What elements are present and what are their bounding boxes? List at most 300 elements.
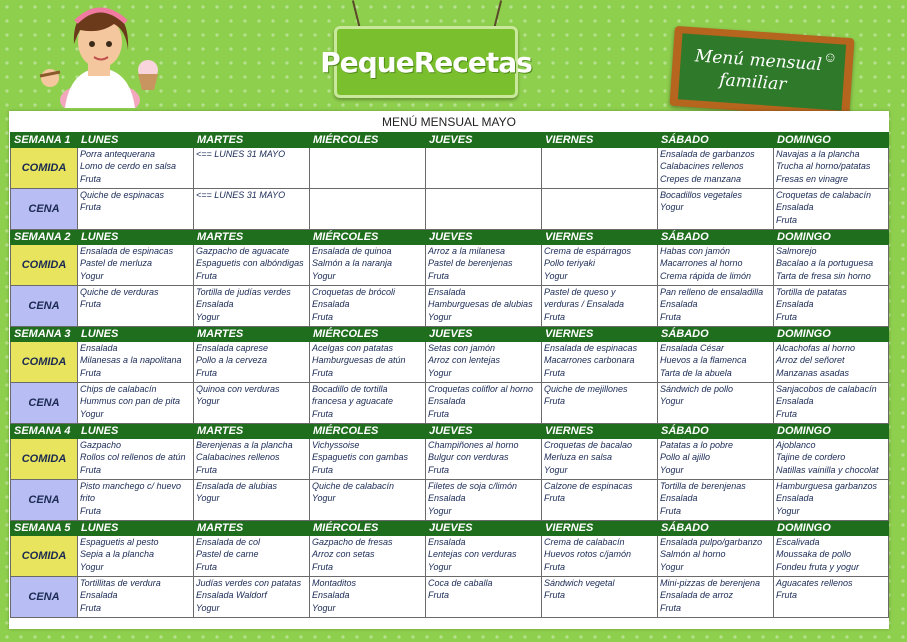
dish-text: Natillas vainilla y chocolat [776, 464, 879, 475]
meal-cell[interactable] [194, 536, 310, 577]
meal-cell[interactable] [658, 439, 774, 480]
meal-cell[interactable] [310, 342, 426, 383]
dish-text: <== LUNES 31 MAYO [196, 149, 286, 159]
meal-cell[interactable] [774, 383, 889, 424]
dish-text: Hamburguesa garbanzos [776, 481, 878, 491]
dish-text: Fruta [312, 367, 334, 378]
day-header: LUNES [78, 230, 194, 245]
board-line-2: familiar [718, 70, 787, 95]
dish-text: Fruta [776, 214, 798, 225]
dish-text: Yogur [660, 202, 684, 213]
dish-text: Judías verdes con patatas [196, 578, 302, 588]
table-title: MENÚ MENSUAL MAYO [381, 115, 516, 129]
dish-text: Fruta [660, 505, 682, 516]
dish-text: Merluza en salsa [544, 452, 613, 463]
meal-cell[interactable] [658, 536, 774, 577]
week-label: SEMANA 4 [11, 424, 78, 439]
meal-cell[interactable] [310, 286, 426, 327]
dish-text: Ensalada [428, 493, 466, 504]
dish-text: Pollo al ajillo [660, 452, 711, 463]
dish-text: Fruta [544, 493, 566, 504]
dish-text: Hamburguesas de atún [312, 355, 406, 366]
meal-cell[interactable] [658, 245, 774, 286]
dish-text: Ensalada de col [196, 537, 261, 547]
dish-text: Ensalada de espinacas [80, 246, 174, 256]
cena-label: CENA [11, 383, 78, 424]
dish-text: Tortilla de patatas [776, 287, 847, 297]
meal-cell[interactable] [658, 342, 774, 383]
day-header: VIERNES [542, 327, 658, 342]
meal-cell[interactable] [310, 383, 426, 424]
dish-text: Ensalada [776, 299, 814, 310]
meal-cell[interactable] [194, 189, 310, 230]
dish-text: Crepes de manzana [660, 173, 742, 184]
dish-text: Quiche de verduras [80, 287, 159, 297]
meal-cell[interactable] [426, 245, 542, 286]
dish-text: Fruta [428, 270, 450, 281]
dish-text: Yogur [660, 561, 684, 572]
dish-text: Croquetas coliflor al horno [428, 384, 534, 394]
meal-cell[interactable] [658, 577, 774, 618]
dish-text: Navajas a la plancha [776, 149, 860, 159]
dish-text: Yogur [660, 396, 684, 407]
dish-text: Ensalada [660, 493, 698, 504]
meal-cell[interactable] [78, 577, 194, 618]
dish-text: Pollo a la cerveza [196, 355, 268, 366]
meal-cell[interactable] [774, 536, 889, 577]
meal-cell[interactable] [310, 577, 426, 618]
dish-text: Fruta [312, 408, 334, 419]
dish-text: Yogur [312, 493, 336, 504]
meal-cell[interactable] [426, 383, 542, 424]
dish-text: Fruta [80, 464, 102, 475]
dish-text: Yogur [196, 602, 220, 613]
dish-text: Fruta [80, 299, 102, 310]
dish-text: Fruta [80, 202, 102, 213]
dish-text: Ensalada Waldorf [196, 590, 267, 601]
dish-text: Pisto manchego c/ huevo [80, 481, 182, 491]
dish-text: Setas con jamón [428, 343, 496, 353]
dish-text: Bocadillos vegetales [660, 190, 743, 200]
dish-text: Ensalada [776, 493, 814, 504]
comida-label: COMIDA [11, 245, 78, 286]
day-header: MIÉRCOLES [310, 327, 426, 342]
dish-text: Ensalada caprese [196, 343, 269, 353]
dish-text: Chips de calabacín [80, 384, 157, 394]
dish-text: Ensalada [312, 299, 350, 310]
dish-text: Escalivada [776, 537, 820, 547]
week-label: SEMANA 2 [11, 230, 78, 245]
dish-text: Acelgas con patatas [312, 343, 394, 353]
meal-cell[interactable] [78, 148, 194, 189]
cena-label: CENA [11, 577, 78, 618]
dish-text: Crema de calabacín [544, 537, 625, 547]
day-header: JUEVES [426, 327, 542, 342]
dish-text: Tortilla de berenjenas [660, 481, 746, 491]
dish-text: Arroz del señoret [776, 355, 845, 366]
day-header: VIERNES [542, 133, 658, 148]
dish-text: Yogur [80, 270, 104, 281]
logo[interactable] [320, 26, 532, 98]
meal-cell[interactable] [194, 342, 310, 383]
dish-text: Quinoa con verduras [196, 384, 280, 394]
meal-cell[interactable] [542, 480, 658, 521]
dish-text: Gazpacho [80, 440, 122, 450]
meal-cell[interactable] [658, 383, 774, 424]
dish-text: Fruta [776, 590, 798, 601]
dish-text: Rollos col rellenos de atún [80, 452, 186, 463]
dish-text: Calzone de espinacas [544, 481, 633, 491]
day-header: JUEVES [426, 230, 542, 245]
dish-text: Yogur [544, 464, 568, 475]
dish-text: Quiche de espinacas [80, 190, 165, 200]
dish-text: Porra antequerana [80, 149, 156, 159]
meal-cell[interactable] [78, 342, 194, 383]
dish-text: Tortillitas de verdura [80, 578, 161, 588]
comida-row [11, 148, 889, 189]
dish-text: Yogur [312, 602, 336, 613]
comida-row [11, 536, 889, 577]
week-header-row [11, 133, 889, 148]
meal-cell[interactable] [542, 383, 658, 424]
dish-text: Fruta [428, 590, 450, 601]
meal-cell[interactable] [194, 577, 310, 618]
week-header-row [11, 424, 889, 439]
dish-text: Tajine de cordero [776, 452, 846, 463]
dish-text: Tarta de fresa sin horno [776, 270, 871, 281]
day-header: JUEVES [426, 133, 542, 148]
dish-text: Yogur [196, 396, 220, 407]
dish-text: Arroz a la milanesa [428, 246, 506, 256]
dish-text: <== LUNES 31 MAYO [196, 190, 286, 200]
meal-cell[interactable] [194, 286, 310, 327]
meal-cell[interactable] [542, 536, 658, 577]
dish-text: Patatas a lo pobre [660, 440, 734, 450]
day-header: LUNES [78, 133, 194, 148]
chef-girl-avatar [30, 0, 160, 108]
dish-text: Moussaka de pollo [776, 549, 852, 560]
dish-text: Ensalada [660, 299, 698, 310]
dish-text: Ensalada [776, 202, 814, 213]
dish-text: Arroz con lentejas [428, 355, 501, 366]
cena-label: CENA [11, 189, 78, 230]
meal-cell[interactable] [658, 189, 774, 230]
dish-text: verduras / Ensalada [544, 299, 625, 310]
comida-label: COMIDA [11, 148, 78, 189]
dish-text: Croquetas de calabacín [776, 190, 872, 200]
day-header: VIERNES [542, 424, 658, 439]
dish-text: Fruta [544, 590, 566, 601]
comida-row [11, 245, 889, 286]
dish-text: Sepia a la plancha [80, 549, 155, 560]
dish-text: Fruta [312, 464, 334, 475]
dish-text: Ensalada [196, 299, 234, 310]
meal-cell[interactable] [310, 189, 426, 230]
day-header: VIERNES [542, 230, 658, 245]
dish-text: Ensalada de arroz [660, 590, 734, 601]
day-header: MIÉRCOLES [310, 133, 426, 148]
meal-cell[interactable] [426, 342, 542, 383]
dish-text: Bacalao a la portuguesa [776, 258, 874, 269]
meal-cell[interactable] [426, 439, 542, 480]
dish-text: Coca de caballa [428, 578, 493, 588]
meal-cell[interactable] [542, 148, 658, 189]
meal-cell[interactable] [774, 480, 889, 521]
meal-cell[interactable] [194, 148, 310, 189]
meal-cell[interactable] [194, 383, 310, 424]
meal-cell[interactable] [426, 577, 542, 618]
cena-label: CENA [11, 480, 78, 521]
meal-cell[interactable] [774, 148, 889, 189]
day-header: MARTES [194, 327, 310, 342]
meal-cell[interactable] [194, 439, 310, 480]
dish-text: Fruta [544, 561, 566, 572]
meal-cell[interactable] [426, 536, 542, 577]
dish-text: Pollo teriyaki [544, 258, 596, 269]
day-header: SÁBADO [658, 133, 774, 148]
dish-text: Yogur [80, 561, 104, 572]
dish-text: Ajoblanco [776, 440, 816, 450]
dish-text: Bocadillo de tortilla [312, 384, 388, 394]
dish-text: Filetes de soja c/limón [428, 481, 518, 491]
meal-cell[interactable] [658, 286, 774, 327]
dish-text: Yogur [428, 561, 452, 572]
dish-text: Yogur [660, 464, 684, 475]
dish-text: Ensalada [428, 287, 466, 297]
meal-cell[interactable] [542, 245, 658, 286]
meal-cell[interactable] [194, 245, 310, 286]
dish-text: Crema rápida de limón [660, 270, 752, 281]
meal-cell[interactable] [78, 383, 194, 424]
dish-text: Fruta [776, 408, 798, 419]
day-header: MARTES [194, 424, 310, 439]
day-header: DOMINGO [774, 424, 889, 439]
day-header: LUNES [78, 424, 194, 439]
dish-text: Salmón al horno [660, 549, 726, 560]
dish-text: Fruta [196, 464, 218, 475]
dish-text: Ensalada de quinoa [312, 246, 392, 256]
cena-label: CENA [11, 286, 78, 327]
dish-text: Champiñones al horno [428, 440, 519, 450]
dish-text: Yogur [196, 311, 220, 322]
dish-text: Lentejas con verduras [428, 549, 517, 560]
dish-text: Fruta [196, 367, 218, 378]
meal-cell[interactable] [426, 286, 542, 327]
dish-text: Espaguetis con gambas [312, 452, 409, 463]
logo-text: PequeRecetas [320, 45, 532, 79]
dish-text: Croquetas de brócoli [312, 287, 396, 297]
dish-text: Ensalada pulpo/garbanzo [660, 537, 763, 547]
dish-text: Fruta [80, 367, 102, 378]
dish-text: Sanjacobos de calabacín [776, 384, 877, 394]
dish-text: Fruta [660, 602, 682, 613]
dish-text: Ensalada [312, 590, 350, 601]
dish-text: Pastel de carne [196, 549, 259, 560]
day-header: MARTES [194, 521, 310, 536]
dish-text: Quiche de calabacín [312, 481, 395, 491]
dish-text: Tortilla de judías verdes [196, 287, 291, 297]
dish-text: Yogur [196, 493, 220, 504]
cena-row [11, 577, 889, 618]
dish-text: Yogur [776, 505, 800, 516]
meal-cell[interactable] [658, 148, 774, 189]
dish-text: Pastel de merluza [80, 258, 153, 269]
logo-sign [320, 0, 532, 100]
cena-row [11, 189, 889, 230]
dish-text: Pastel de queso y [544, 287, 616, 297]
dish-text: Quiche de mejillones [544, 384, 628, 394]
dish-text: Calabacines rellenos [196, 452, 280, 463]
day-header: MIÉRCOLES [310, 424, 426, 439]
dish-text: Tarta de la abuela [660, 367, 732, 378]
dish-text: Huevos a la flamenca [660, 355, 747, 366]
meal-cell[interactable] [426, 189, 542, 230]
dish-text: Montaditos [312, 578, 357, 588]
day-header: MIÉRCOLES [310, 230, 426, 245]
meal-cell[interactable] [78, 245, 194, 286]
comida-label: COMIDA [11, 439, 78, 480]
dish-text: Fruta [80, 505, 102, 516]
comida-row [11, 342, 889, 383]
dish-text: Lomo de cerdo en salsa [80, 161, 177, 172]
dish-text: Fruta [80, 602, 102, 613]
meal-cell[interactable] [542, 189, 658, 230]
day-header: JUEVES [426, 424, 542, 439]
day-header: SÁBADO [658, 424, 774, 439]
board-line-1: Menú mensual [694, 46, 823, 76]
meal-cell[interactable] [78, 480, 194, 521]
week-label: SEMANA 1 [11, 133, 78, 148]
dish-text: francesa y aguacate [312, 396, 394, 407]
dish-text: Fruta [428, 464, 450, 475]
dish-text: Fruta [80, 173, 102, 184]
meal-cell[interactable] [78, 286, 194, 327]
dish-text: Bulgur con verduras [428, 452, 509, 463]
dish-text: Croquetas de bacalao [544, 440, 633, 450]
cena-row [11, 383, 889, 424]
dish-text: Salmón a la naranja [312, 258, 393, 269]
dish-text: Macarrones carbonara [544, 355, 635, 366]
cena-row [11, 286, 889, 327]
dish-text: Aguacates rellenos [776, 578, 853, 588]
dish-text: Ensalada de alubias [196, 481, 278, 491]
dish-text: Pastel de berenjenas [428, 258, 513, 269]
day-header: DOMINGO [774, 133, 889, 148]
dish-text: Gazpacho de fresas [312, 537, 393, 547]
meal-cell[interactable] [78, 536, 194, 577]
dish-text: Ensalada [776, 396, 814, 407]
dish-text: Yogur [312, 270, 336, 281]
dish-text: Sándwich de pollo [660, 384, 734, 394]
day-header: JUEVES [426, 521, 542, 536]
day-header: SÁBADO [658, 327, 774, 342]
dish-text: Arroz con setas [312, 549, 375, 560]
meal-cell[interactable] [310, 148, 426, 189]
meal-cell[interactable] [78, 439, 194, 480]
meal-cell[interactable] [426, 148, 542, 189]
meal-cell[interactable] [774, 286, 889, 327]
menu-sheet [9, 111, 889, 629]
meal-cell[interactable] [194, 480, 310, 521]
meal-cell[interactable] [774, 342, 889, 383]
dish-text: Ensalada [428, 537, 466, 547]
meal-cell[interactable] [542, 577, 658, 618]
comida-label: COMIDA [11, 342, 78, 383]
meal-cell[interactable] [310, 245, 426, 286]
meal-cell[interactable] [78, 189, 194, 230]
dish-text: Fruta [660, 311, 682, 322]
dish-text: Milanesas a la napolitana [80, 355, 182, 366]
day-header: VIERNES [542, 521, 658, 536]
dish-text: Fruta [196, 270, 218, 281]
comida-label: COMIDA [11, 536, 78, 577]
dish-text: Ensalada [80, 590, 118, 601]
dish-text: Huevos rotos c/jamón [544, 549, 632, 560]
dish-text: Ensalada de garbanzos [660, 149, 755, 159]
dish-text: Crema de espárragos [544, 246, 632, 256]
dish-text: Vichyssoise [312, 440, 360, 450]
meal-cell[interactable] [658, 480, 774, 521]
dish-text: Ensalada de espinacas [544, 343, 638, 353]
day-header: DOMINGO [774, 230, 889, 245]
dish-text: Salmorejo [776, 246, 817, 256]
menu-table [10, 132, 889, 618]
dish-text: Espaguetis al pesto [80, 537, 159, 547]
dish-text: Gazpacho de aguacate [196, 246, 290, 256]
meal-cell[interactable] [542, 439, 658, 480]
comida-row [11, 439, 889, 480]
meal-cell[interactable] [310, 536, 426, 577]
dish-text: Fruta [428, 408, 450, 419]
dish-text: Macarrones al horno [660, 258, 743, 269]
week-header-row [11, 327, 889, 342]
dish-text: Trucha al horno/patatas [776, 161, 871, 172]
meal-cell[interactable] [774, 577, 889, 618]
dish-text: Fruta [312, 311, 334, 322]
dish-text: Ensalada César [660, 343, 725, 353]
dish-text: Hamburguesas de alubias [428, 299, 533, 310]
dish-text: Fruta [312, 561, 334, 572]
meal-cell[interactable] [310, 480, 426, 521]
dish-text: Ensalada [428, 396, 466, 407]
day-header: DOMINGO [774, 327, 889, 342]
meal-cell[interactable] [542, 342, 658, 383]
dish-text: Berenjenas a la plancha [196, 440, 293, 450]
meal-cell[interactable] [774, 245, 889, 286]
meal-cell[interactable] [542, 286, 658, 327]
meal-cell[interactable] [310, 439, 426, 480]
day-header: SÁBADO [658, 230, 774, 245]
dish-text: Yogur [428, 311, 452, 322]
dish-text: Fruta [196, 561, 218, 572]
menu-chalkboard [669, 26, 854, 118]
meal-cell[interactable] [426, 480, 542, 521]
day-header: LUNES [78, 521, 194, 536]
dish-text: Sándwich vegetal [544, 578, 615, 588]
meal-cell[interactable] [774, 189, 889, 230]
dish-text: Fruta [544, 367, 566, 378]
dish-text: Yogur [80, 408, 104, 419]
dish-text: Fruta [544, 311, 566, 322]
meal-cell[interactable] [774, 439, 889, 480]
dish-text: frito [80, 493, 96, 504]
day-header: DOMINGO [774, 521, 889, 536]
day-header: MARTES [194, 230, 310, 245]
dish-text: Fresas en vinagre [776, 173, 849, 184]
day-header: MIÉRCOLES [310, 521, 426, 536]
dish-text: Alcachofas al horno [776, 343, 856, 353]
week-label: SEMANA 3 [11, 327, 78, 342]
